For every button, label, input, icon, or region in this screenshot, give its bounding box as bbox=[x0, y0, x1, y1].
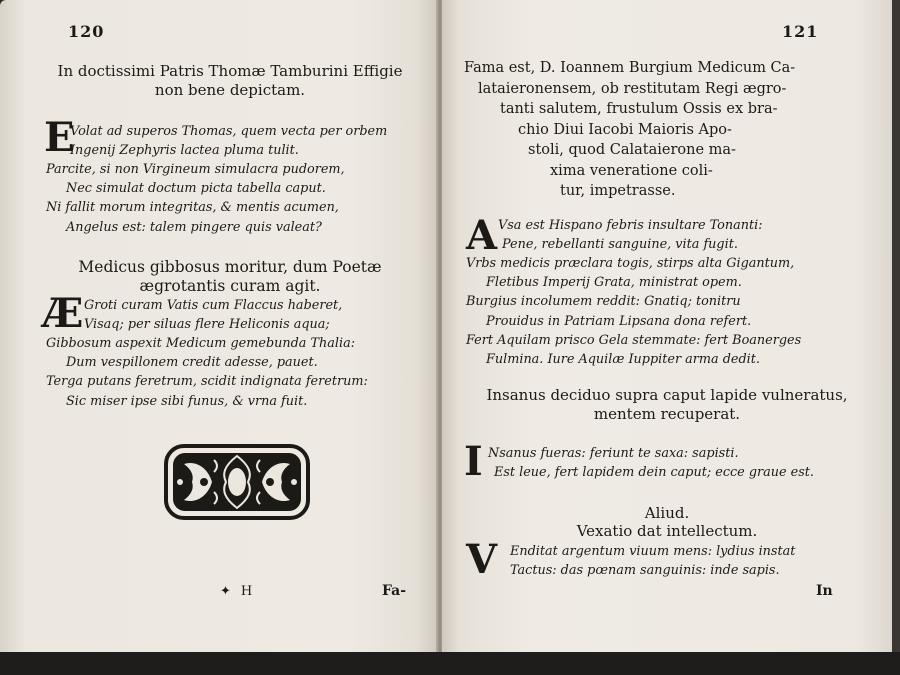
poem-vexatio bbox=[510, 542, 795, 580]
verse-line: Vsa est Hispano febris insultare Tonanti: bbox=[498, 218, 763, 233]
drop-cap: I bbox=[464, 438, 483, 485]
verse-line: Ingenij Zephyris lactea pluma tulit. bbox=[70, 143, 299, 159]
signature-letter: H bbox=[240, 584, 253, 599]
page-number-left: 120 bbox=[68, 22, 105, 41]
verse-line: Nsanus fueras: feriunt te saxa: sapisti. bbox=[488, 446, 739, 461]
intro-line: tanti salutem, frustulum Ossis ex bra- bbox=[500, 101, 778, 117]
drop-cap: E bbox=[44, 114, 75, 161]
intro-line: stoli, quod Calataierone ma- bbox=[528, 142, 736, 158]
verse-line: Enditat argentum viuum mens: lydius instat bbox=[510, 544, 796, 559]
drop-cap: Æ bbox=[42, 290, 84, 337]
left-page bbox=[0, 0, 438, 652]
poem-title-aliud bbox=[442, 504, 892, 540]
poem-insanus bbox=[488, 444, 814, 482]
printers-ornament-icon bbox=[164, 444, 310, 520]
title-line: mentem recuperat. bbox=[593, 405, 741, 423]
intro-line: Fama est, D. Ioannem Burgium Medicum Ca- bbox=[464, 60, 796, 76]
title-line: ægrotantis curam agit. bbox=[139, 277, 321, 295]
verse-line: Groti curam Vatis cum Flaccus haberet, bbox=[84, 298, 343, 313]
verse-line: Fulmina. Iure Aquilæ Iuppiter arma dedit. bbox=[486, 352, 760, 368]
catchword-left: Fa- bbox=[382, 583, 407, 599]
title-line: Aliud. bbox=[644, 504, 690, 522]
verse-line: Volat ad superos Thomas, quem vecta per orbem bbox=[70, 124, 388, 139]
verse-line: Sic miser ipse sibi funus, & vrna fuit. bbox=[66, 393, 308, 409]
poem-tamburini-cont bbox=[46, 160, 345, 237]
verse-line: Vrbs medicis præclara togis, stirps alta Gigantum, bbox=[466, 256, 795, 271]
drop-cap: V bbox=[466, 536, 498, 583]
title-line: In doctissimi Patris Thomæ Tamburini Effigie bbox=[57, 62, 403, 80]
verse-line: Parcite, si non Virgineum simulacra pudorem, bbox=[46, 162, 345, 177]
table-surface bbox=[0, 652, 900, 675]
poem-title-insanus bbox=[442, 386, 892, 424]
verse-line: Angelus est: talem pingere quis valeat? bbox=[66, 219, 322, 235]
poem-medicus-cont bbox=[46, 334, 368, 411]
page-edge bbox=[892, 0, 900, 655]
verse-line: Fletibus Imperij Grata, ministrat opem. bbox=[486, 275, 742, 291]
verse-line: Burgius incolumem reddit: Gnatiq; tonitru bbox=[466, 294, 741, 310]
intro-line: chio Diui Iacobi Maioris Apo- bbox=[518, 121, 732, 138]
title-line: non bene depictam. bbox=[154, 81, 306, 99]
signature-mark bbox=[220, 584, 252, 599]
poem-title-tamburini bbox=[20, 62, 438, 100]
title-line: Insanus deciduo supra caput lapide vulneratus, bbox=[486, 386, 848, 404]
catchword-right: In bbox=[816, 583, 833, 599]
epigram-intro bbox=[464, 58, 795, 202]
verse-line: Nec simulat doctum picta tabella caput. bbox=[66, 181, 326, 197]
intro-line: tur, impetrasse. bbox=[560, 183, 676, 199]
page-number-right: 121 bbox=[782, 22, 819, 41]
title-line: Vexatio dat intellectum. bbox=[576, 522, 758, 540]
verse-line: Dum vespillonem credit adesse, pauet. bbox=[66, 355, 318, 371]
title-line: Medicus gibbosus moritur, dum Poetæ bbox=[78, 258, 382, 276]
verse-line: Gibbosum aspexit Medicum gemebunda Thalia: bbox=[46, 336, 356, 351]
poem-medicus bbox=[84, 296, 342, 334]
verse-line: Prouidus in Patriam Lipsana dona refert. bbox=[486, 313, 752, 329]
verse-line: Pene, rebellanti sanguine, vita fugit. bbox=[502, 237, 738, 253]
poem-burgius-cont bbox=[466, 254, 801, 369]
intro-line: xima veneratione coli- bbox=[550, 162, 713, 179]
poem-tamburini bbox=[70, 122, 387, 160]
right-page bbox=[442, 0, 892, 652]
verse-line: Visaq; per siluas flere Heliconis aqua; bbox=[84, 317, 330, 333]
verse-line: Tactus: das pœnam sanguinis: inde sapis. bbox=[510, 563, 780, 579]
verse-line: Est leue, fert lapidem dein caput; ecce graue est. bbox=[494, 465, 814, 481]
verse-line: Terga putans feretrum, scidit indignata feretrum: bbox=[46, 374, 368, 390]
poem-burgius bbox=[498, 216, 763, 254]
fleuron-icon: ✦ bbox=[220, 584, 231, 599]
verse-line: Fert Aquilam prisco Gela stemmate: fert Boanerges bbox=[466, 332, 802, 348]
verse-line: Ni fallit morum integritas, & mentis acumen, bbox=[46, 200, 339, 216]
drop-cap: A bbox=[466, 212, 498, 259]
intro-line: lataieronensem, ob restitutam Regi ægro- bbox=[478, 80, 787, 97]
